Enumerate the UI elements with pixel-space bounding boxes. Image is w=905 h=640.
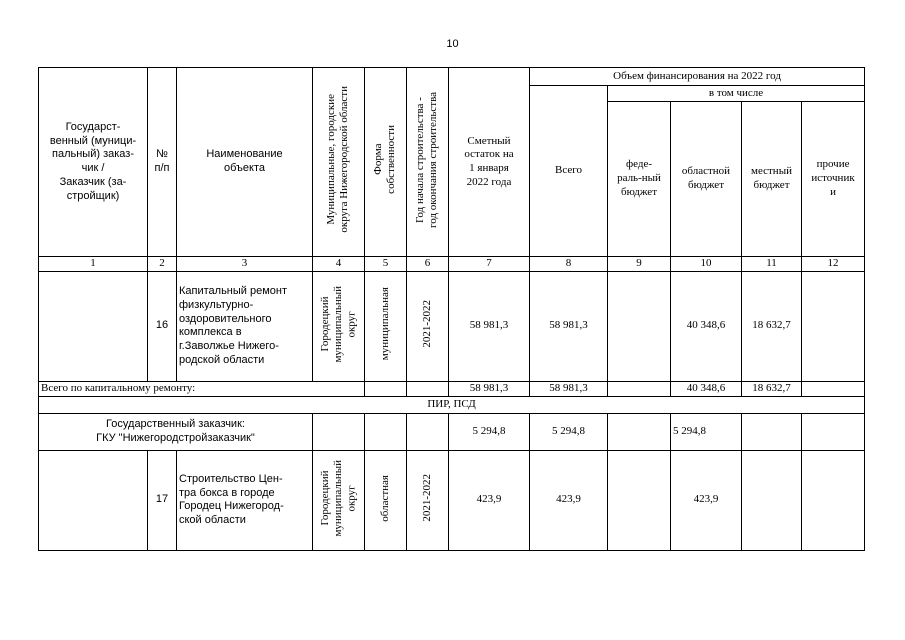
row16-number: 16: [148, 271, 177, 381]
financing-table: [38, 67, 865, 551]
customer-other: [802, 413, 865, 450]
row16-regional: 40 348,6: [671, 271, 742, 381]
subtotal-years: [407, 381, 449, 396]
customer-ownership: [365, 413, 407, 450]
column-number: 9: [608, 257, 671, 272]
header-including: в том числе: [608, 86, 865, 102]
customer-label: Государственный заказчик: ГКУ "Нижегородстройзаказчик": [39, 413, 313, 450]
subtotal-regional: 40 348,6: [671, 381, 742, 396]
header-number: № п/п: [148, 68, 177, 257]
header-years: Год начала строительства - год окончания строительства: [407, 68, 449, 257]
header-federal: феде- раль-ный бюджет: [608, 102, 671, 257]
customer-row: [39, 413, 865, 450]
subtotal-row: [39, 381, 865, 396]
subtotal-federal: [608, 381, 671, 396]
subtotal-ownership: [365, 381, 407, 396]
customer-years: [407, 413, 449, 450]
column-number: 12: [802, 257, 865, 272]
section-row: [39, 396, 865, 413]
header-funding: Объем финансирования на 2022 год: [530, 68, 865, 86]
customer-municipality: [313, 413, 365, 450]
header-ownership: Форма собственности: [365, 68, 407, 257]
column-number: 11: [742, 257, 802, 272]
customer-federal: [608, 413, 671, 450]
row16-total: 58 981,3: [530, 271, 608, 381]
page-number: 10: [446, 38, 459, 50]
customer-regional: 5 294,8: [671, 413, 742, 450]
customer-total: 5 294,8: [530, 413, 608, 450]
row16-federal: [608, 271, 671, 381]
row16-customer: [39, 271, 148, 381]
subtotal-total: 58 981,3: [530, 381, 608, 396]
header-municipality: Муниципальные, городские округа Нижегородской области: [313, 68, 365, 257]
row17-years: 2021-2022: [407, 450, 449, 550]
row17-federal: [608, 450, 671, 550]
row17-regional: 423,9: [671, 450, 742, 550]
table-row: [39, 450, 865, 550]
row16-other: [802, 271, 865, 381]
column-number: 8: [530, 257, 608, 272]
row16-ownership: муниципальная: [365, 271, 407, 381]
row16-local: 18 632,7: [742, 271, 802, 381]
header-total: Всего: [530, 86, 608, 257]
subtotal-label: Всего по капитальному ремонту:: [39, 381, 365, 396]
column-number: 7: [449, 257, 530, 272]
row17-customer: [39, 450, 148, 550]
column-number: 10: [671, 257, 742, 272]
row16-municipality: Городецкий муниципальный округ: [313, 271, 365, 381]
header-regional: областной бюджет: [671, 102, 742, 257]
section-title: ПИР, ПСД: [39, 396, 865, 413]
column-numbers-row: [39, 257, 865, 272]
customer-estimate: 5 294,8: [449, 413, 530, 450]
column-number: 2: [148, 257, 177, 272]
row16-object-name: Капитальный ремонт физкультурно- оздоровительного комплекса в г.Заволжье Нижего- родской области: [177, 271, 313, 381]
row17-number: 17: [148, 450, 177, 550]
column-number: 6: [407, 257, 449, 272]
subtotal-other: [802, 381, 865, 396]
column-number: 3: [177, 257, 313, 272]
header-customer: Государст- венный (муници- пальный) заказ- чик / Заказчик (за- стройщик): [39, 68, 148, 257]
row17-other: [802, 450, 865, 550]
header-estimate: Сметный остаток на 1 января 2022 года: [449, 68, 530, 257]
header-local: местный бюджет: [742, 102, 802, 257]
header-other: прочие источник и: [802, 102, 865, 257]
row17-total: 423,9: [530, 450, 608, 550]
column-number: 1: [39, 257, 148, 272]
row17-object-name: Строительство Цен- тра бокса в городе Городец Нижегород- ской области: [177, 450, 313, 550]
subtotal-estimate: 58 981,3: [449, 381, 530, 396]
row17-local: [742, 450, 802, 550]
row17-municipality: Городецкий муниципальный округ: [313, 450, 365, 550]
subtotal-local: 18 632,7: [742, 381, 802, 396]
customer-local: [742, 413, 802, 450]
row17-estimate: 423,9: [449, 450, 530, 550]
column-number: 5: [365, 257, 407, 272]
row17-ownership: областная: [365, 450, 407, 550]
column-number: 4: [313, 257, 365, 272]
header-object-name: Наименование объекта: [177, 68, 313, 257]
row16-years: 2021-2022: [407, 271, 449, 381]
table-row: [39, 271, 865, 381]
row16-estimate: 58 981,3: [449, 271, 530, 381]
